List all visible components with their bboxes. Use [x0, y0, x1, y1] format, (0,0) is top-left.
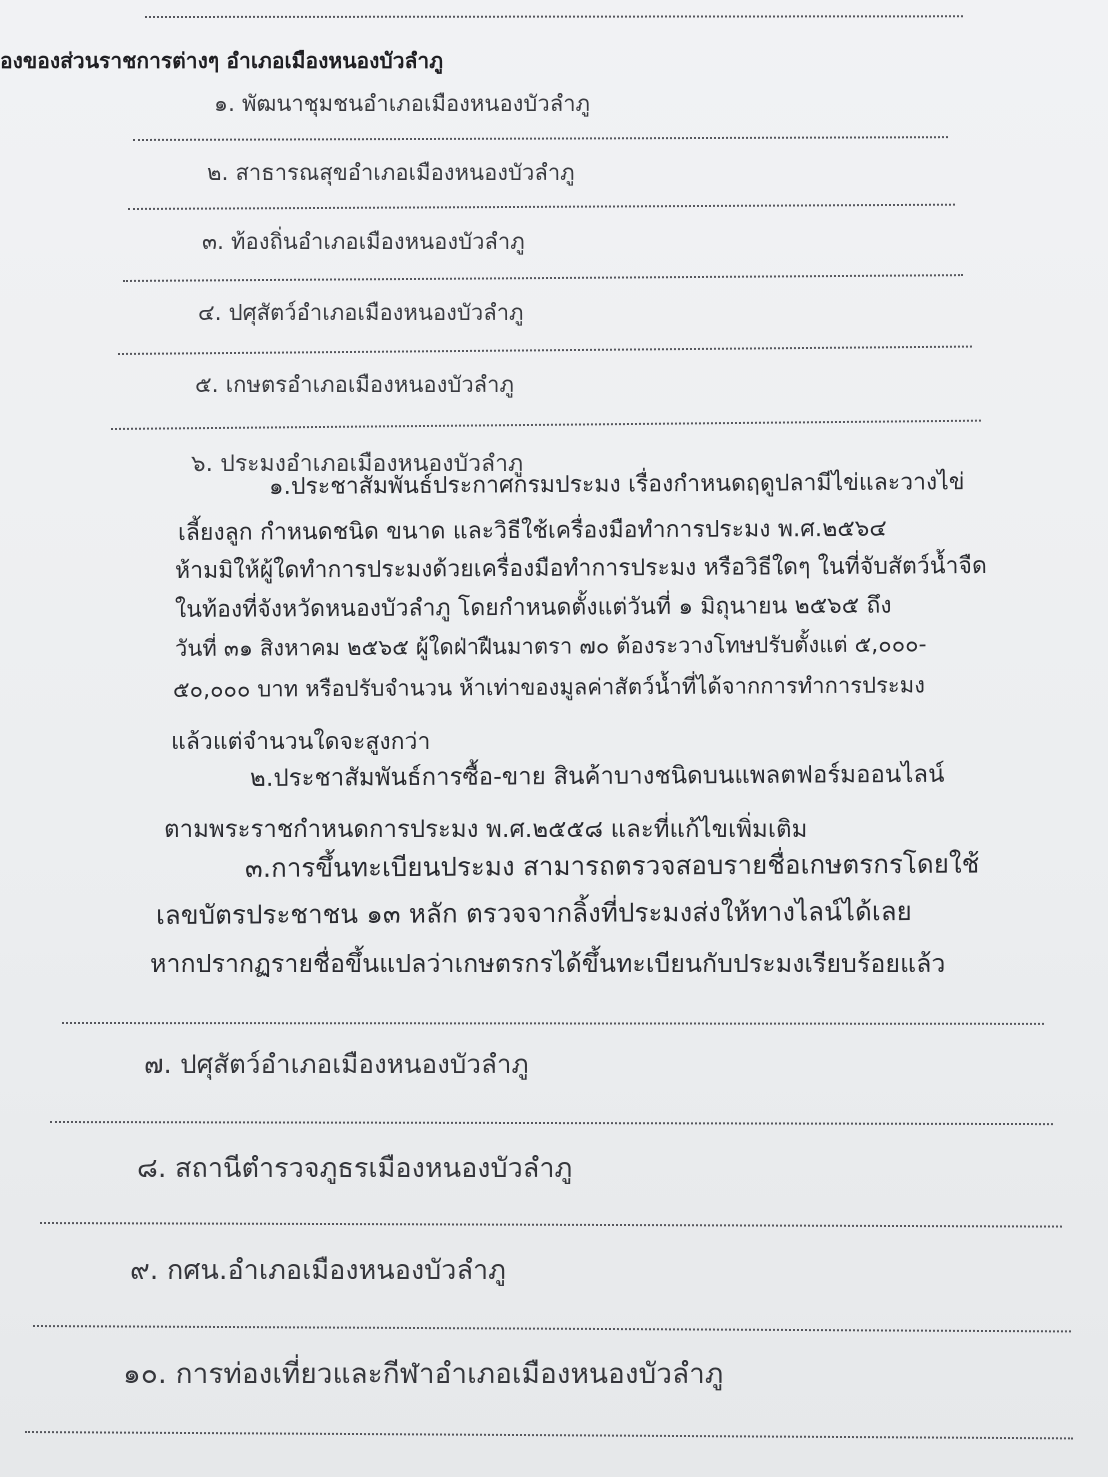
body-line: ๒.ประชาสัมพันธ์การซื้อ-ขาย สินค้าบางชนิดบนแพลตฟอร์มออนไลน์ — [249, 759, 945, 792]
body-line: เลขบัตรประชาชน ๑๓ หลัก ตรวจจากลิ้งที่ประมงส่งให้ทางไลน์ได้เลย — [155, 897, 912, 931]
item-3: ๓. ท้องถิ่นอำเภอเมืองหนองบัวลำภู — [202, 230, 525, 255]
body-line: ห้ามมิให้ผู้ใดทำการประมงด้วยเครื่องมือทำการประมง หรือวิธีใดๆ ในที่จับสัตว์น้ำจืด — [174, 553, 987, 584]
item-7: ๗. ปศุสัตว์อำเภอเมืองหนองบัวลำภู — [144, 1050, 529, 1080]
section-heading: องของส่วนราชการต่างๆ อำเภอเมืองหนองบัวลำภู — [0, 49, 444, 73]
body-line: วันที่ ๓๑ สิงหาคม ๒๕๖๕ ผู้ใดฝ่าฝืนมาตรา ๗๐ ต้องระวางโทษปรับตั้งแต่ ๕,๐๐๐- — [174, 632, 927, 662]
dotted-line — [128, 204, 955, 210]
dotted-line — [33, 1325, 1071, 1332]
item-2: ๒. สาธารณสุขอำเภอเมืองหนองบัวลำภู — [207, 161, 575, 186]
dotted-line — [62, 1022, 1044, 1025]
dotted-line — [111, 420, 981, 430]
dotted-line — [123, 274, 963, 282]
dotted-line — [145, 15, 963, 18]
dotted-line — [40, 1222, 1062, 1228]
dotted-line — [50, 1121, 1053, 1125]
body-line: หากปรากฏรายชื่อขึ้นแปลว่าเกษตรกรได้ขึ้นทะเบียนกับประมงเรียบร้อยแล้ว — [150, 949, 946, 978]
dotted-line — [25, 1431, 1073, 1439]
item-5: ๕. เกษตรอำเภอเมืองหนองบัวลำภู — [195, 373, 515, 398]
body-line: ในท้องที่จังหวัดหนองบัวลำภู โดยกำหนดตั้งแต่วันที่ ๑ มิถุนายน ๒๕๖๕ ถึง — [174, 592, 892, 623]
dotted-line — [118, 346, 972, 355]
body-line: ๓.การขึ้นทะเบียนประมง สามารถตรวจสอบรายชื่อเกษตรกรโดยใช้ — [244, 849, 980, 884]
item-4: ๔. ปศุสัตว์อำเภอเมืองหนองบัวลำภู — [198, 301, 524, 326]
body-line: ๑.ประชาสัมพันธ์ประกาศกรมประมง เรื่องกำหนดฤดูปลามีไข่และวางไข่ — [268, 469, 965, 500]
dotted-line — [133, 136, 948, 141]
item-10: ๑๐. การท่องเที่ยวและกีฬาอำเภอเมืองหนองบัวลำภู — [123, 1357, 724, 1390]
body-line: ๕๐,๐๐๐ บาท หรือปรับจำนวน ห้าเท่าของมูลค่าสัตว์น้ำที่ได้จากการทำการประมง — [172, 673, 926, 703]
body-line: เลี้ยงลูก กำหนดชนิด ขนาด และวิธีใช้เครื่องมือทำการประมง พ.ศ.๒๕๖๔ — [177, 515, 887, 546]
body-line: ตามพระราชกำหนดการประมง พ.ศ.๒๕๕๘ และที่แก้ไขเพิ่มเติม — [164, 815, 808, 843]
item-6: ๖. ประมงอำเภอเมืองหนองบัวลำภู — [191, 451, 524, 477]
body-line: แล้วแต่จำนวนใดจะสูงกว่า — [171, 729, 431, 755]
item-9: ๙. กศน.อำเภอเมืองหนองบัวลำภู — [130, 1255, 506, 1286]
item-8: ๘. สถานีตำรวจภูธรเมืองหนองบัวลำภู — [137, 1153, 573, 1184]
item-1: ๑. พัฒนาชุมชนอำเภอเมืองหนองบัวลำภู — [214, 92, 591, 117]
